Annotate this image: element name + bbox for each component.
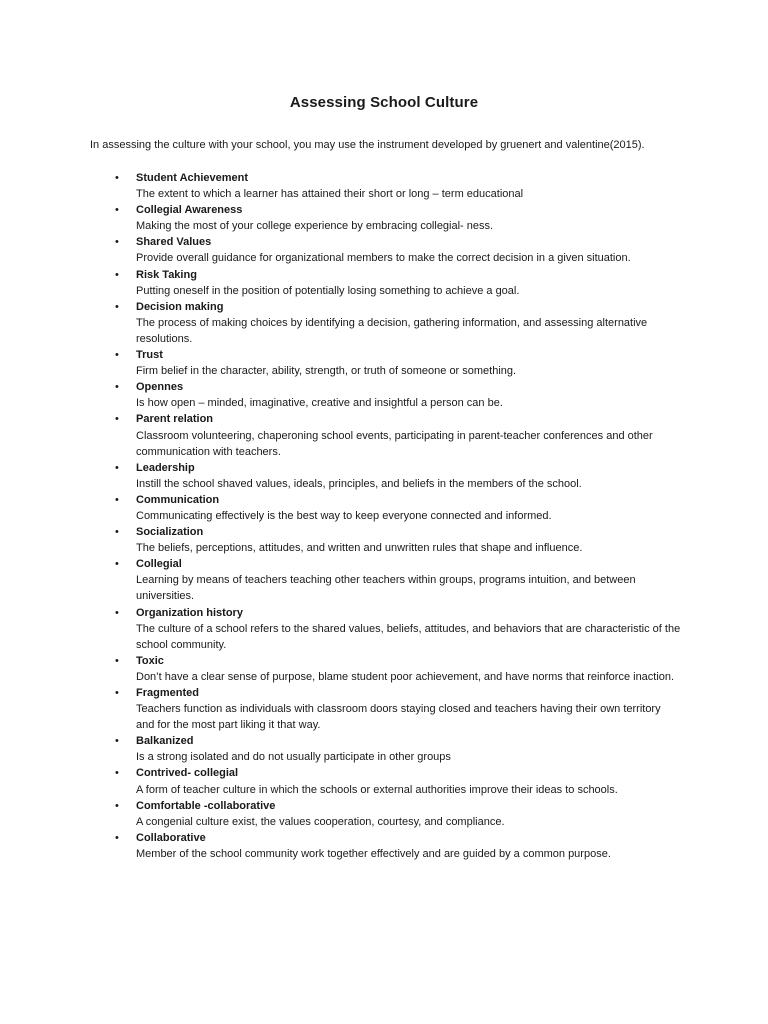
term-description: Firm belief in the character, ability, strength, or truth of someone or something. [136,365,517,378]
list-item [0,347,681,379]
list-item [0,524,681,556]
term-label: Trust [136,349,163,362]
bullet-icon: • [115,204,119,217]
term-label: Toxic [136,654,164,667]
term-description: A form of teacher culture in which the schools or external authorities improve their ideas to schools. [136,783,618,796]
list-item [0,460,681,492]
term-description: Making the most of your college experience by embracing collegial- ness. [136,220,494,233]
term-description: Provide overall guidance for organizational members to make the correct decision in a given situation. [136,252,631,265]
term-label: Leadership [136,461,195,474]
list-item [0,830,681,862]
document-title: Assessing School Culture [289,94,479,111]
list-item [0,379,681,411]
bullet-icon: • [115,558,119,571]
term-label: Student Achievement [136,172,249,184]
term-description: Communicating effectively is the best way to keep everyone connected and informed. [136,509,552,522]
term-label: Contrived- collegial [136,767,239,780]
list-item [0,605,681,653]
term-description: Is how open – minded, imaginative, creative and insightful a person can be. [136,397,503,410]
term-description: The extent to which a learner has attained their short or long – term educational [136,188,524,201]
list-item [0,299,681,347]
bullet-icon: • [115,831,119,844]
term-description: Is a strong isolated and do not usually participate in other groups [136,751,451,764]
list-item [0,653,681,685]
bullet-icon: • [115,735,119,748]
term-description: Don’t have a clear sense of purpose, blame student poor achievement, and have norms that reinforce inaction. [136,670,675,683]
bullet-icon: • [115,687,119,699]
list-item [0,492,681,524]
term-description: The culture of a school refers to the shared values, beliefs, attitudes, and behaviors that are characteristic of the school community. [136,622,681,651]
term-label: Collegial [136,558,182,571]
bullet-icon: • [115,268,119,281]
term-description: Putting oneself in the position of potentially losing something to achieve a goal. [136,284,520,297]
list-item [0,202,681,234]
intro-paragraph: In assessing the culture with your school, you may use the instrument developed by gruenert and valentine(2015). [90,139,645,151]
term-description: Classroom volunteering, chaperoning school events, participating in parent-teacher conferences and other communication with teachers. [136,429,653,458]
term-label: Organization history [136,606,243,619]
bullet-icon: • [115,461,119,474]
list-item [0,267,681,299]
term-label: Fragmented [136,687,199,699]
term-description: Instill the school shaved values, ideals, principles, and beliefs in the members of the school. [136,477,582,490]
bullet-icon: • [115,349,119,362]
list-item [0,798,681,830]
term-description: Member of the school community work together effectively and are guided by a common purpose. [136,847,611,860]
bullet-icon: • [115,381,119,394]
list-item [0,234,681,266]
term-description: Learning by means of teachers teaching other teachers within groups, programs intuition, and between universities. [136,574,636,603]
term-label: Shared Values [136,236,212,249]
term-description: A congenial culture exist, the values cooperation, courtesy, and compliance. [136,815,505,828]
list-item [0,170,681,202]
bullet-icon: • [115,300,119,313]
term-label: Opennes [136,381,184,394]
bullet-icon: • [115,654,119,667]
bullet-icon: • [115,526,119,539]
bullet-icon: • [115,172,119,184]
bullet-icon: • [115,606,119,619]
list-item [0,556,681,604]
term-description: Teachers function as individuals with classroom doors staying closed and teachers having their own territory and for the most part liking it that way. [136,703,661,732]
term-label: Socialization [136,526,204,539]
term-label: Collegial Awareness [136,204,243,217]
term-description: The process of making choices by identifying a decision, gathering information, and assessing alternative resolutions. [136,316,648,345]
list-item [0,411,681,459]
term-label: Risk Taking [136,268,197,281]
bullet-icon: • [115,493,119,506]
term-label: Balkanized [136,735,194,748]
list-item [0,685,681,733]
bullet-icon: • [115,767,119,780]
term-label: Parent relation [136,413,214,426]
bullet-icon: • [115,799,119,812]
bullet-icon: • [115,236,119,249]
bullet-icon: • [115,413,119,426]
list-item [0,733,681,765]
term-label: Comfortable -collaborative [136,799,276,812]
term-label: Collaborative [136,831,206,844]
culture-terms-list [0,170,768,862]
term-label: Communication [136,493,220,506]
term-label: Decision making [136,300,224,313]
term-description: The beliefs, perceptions, attitudes, and written and unwritten rules that shape and influence. [136,542,583,555]
list-item [0,765,681,797]
